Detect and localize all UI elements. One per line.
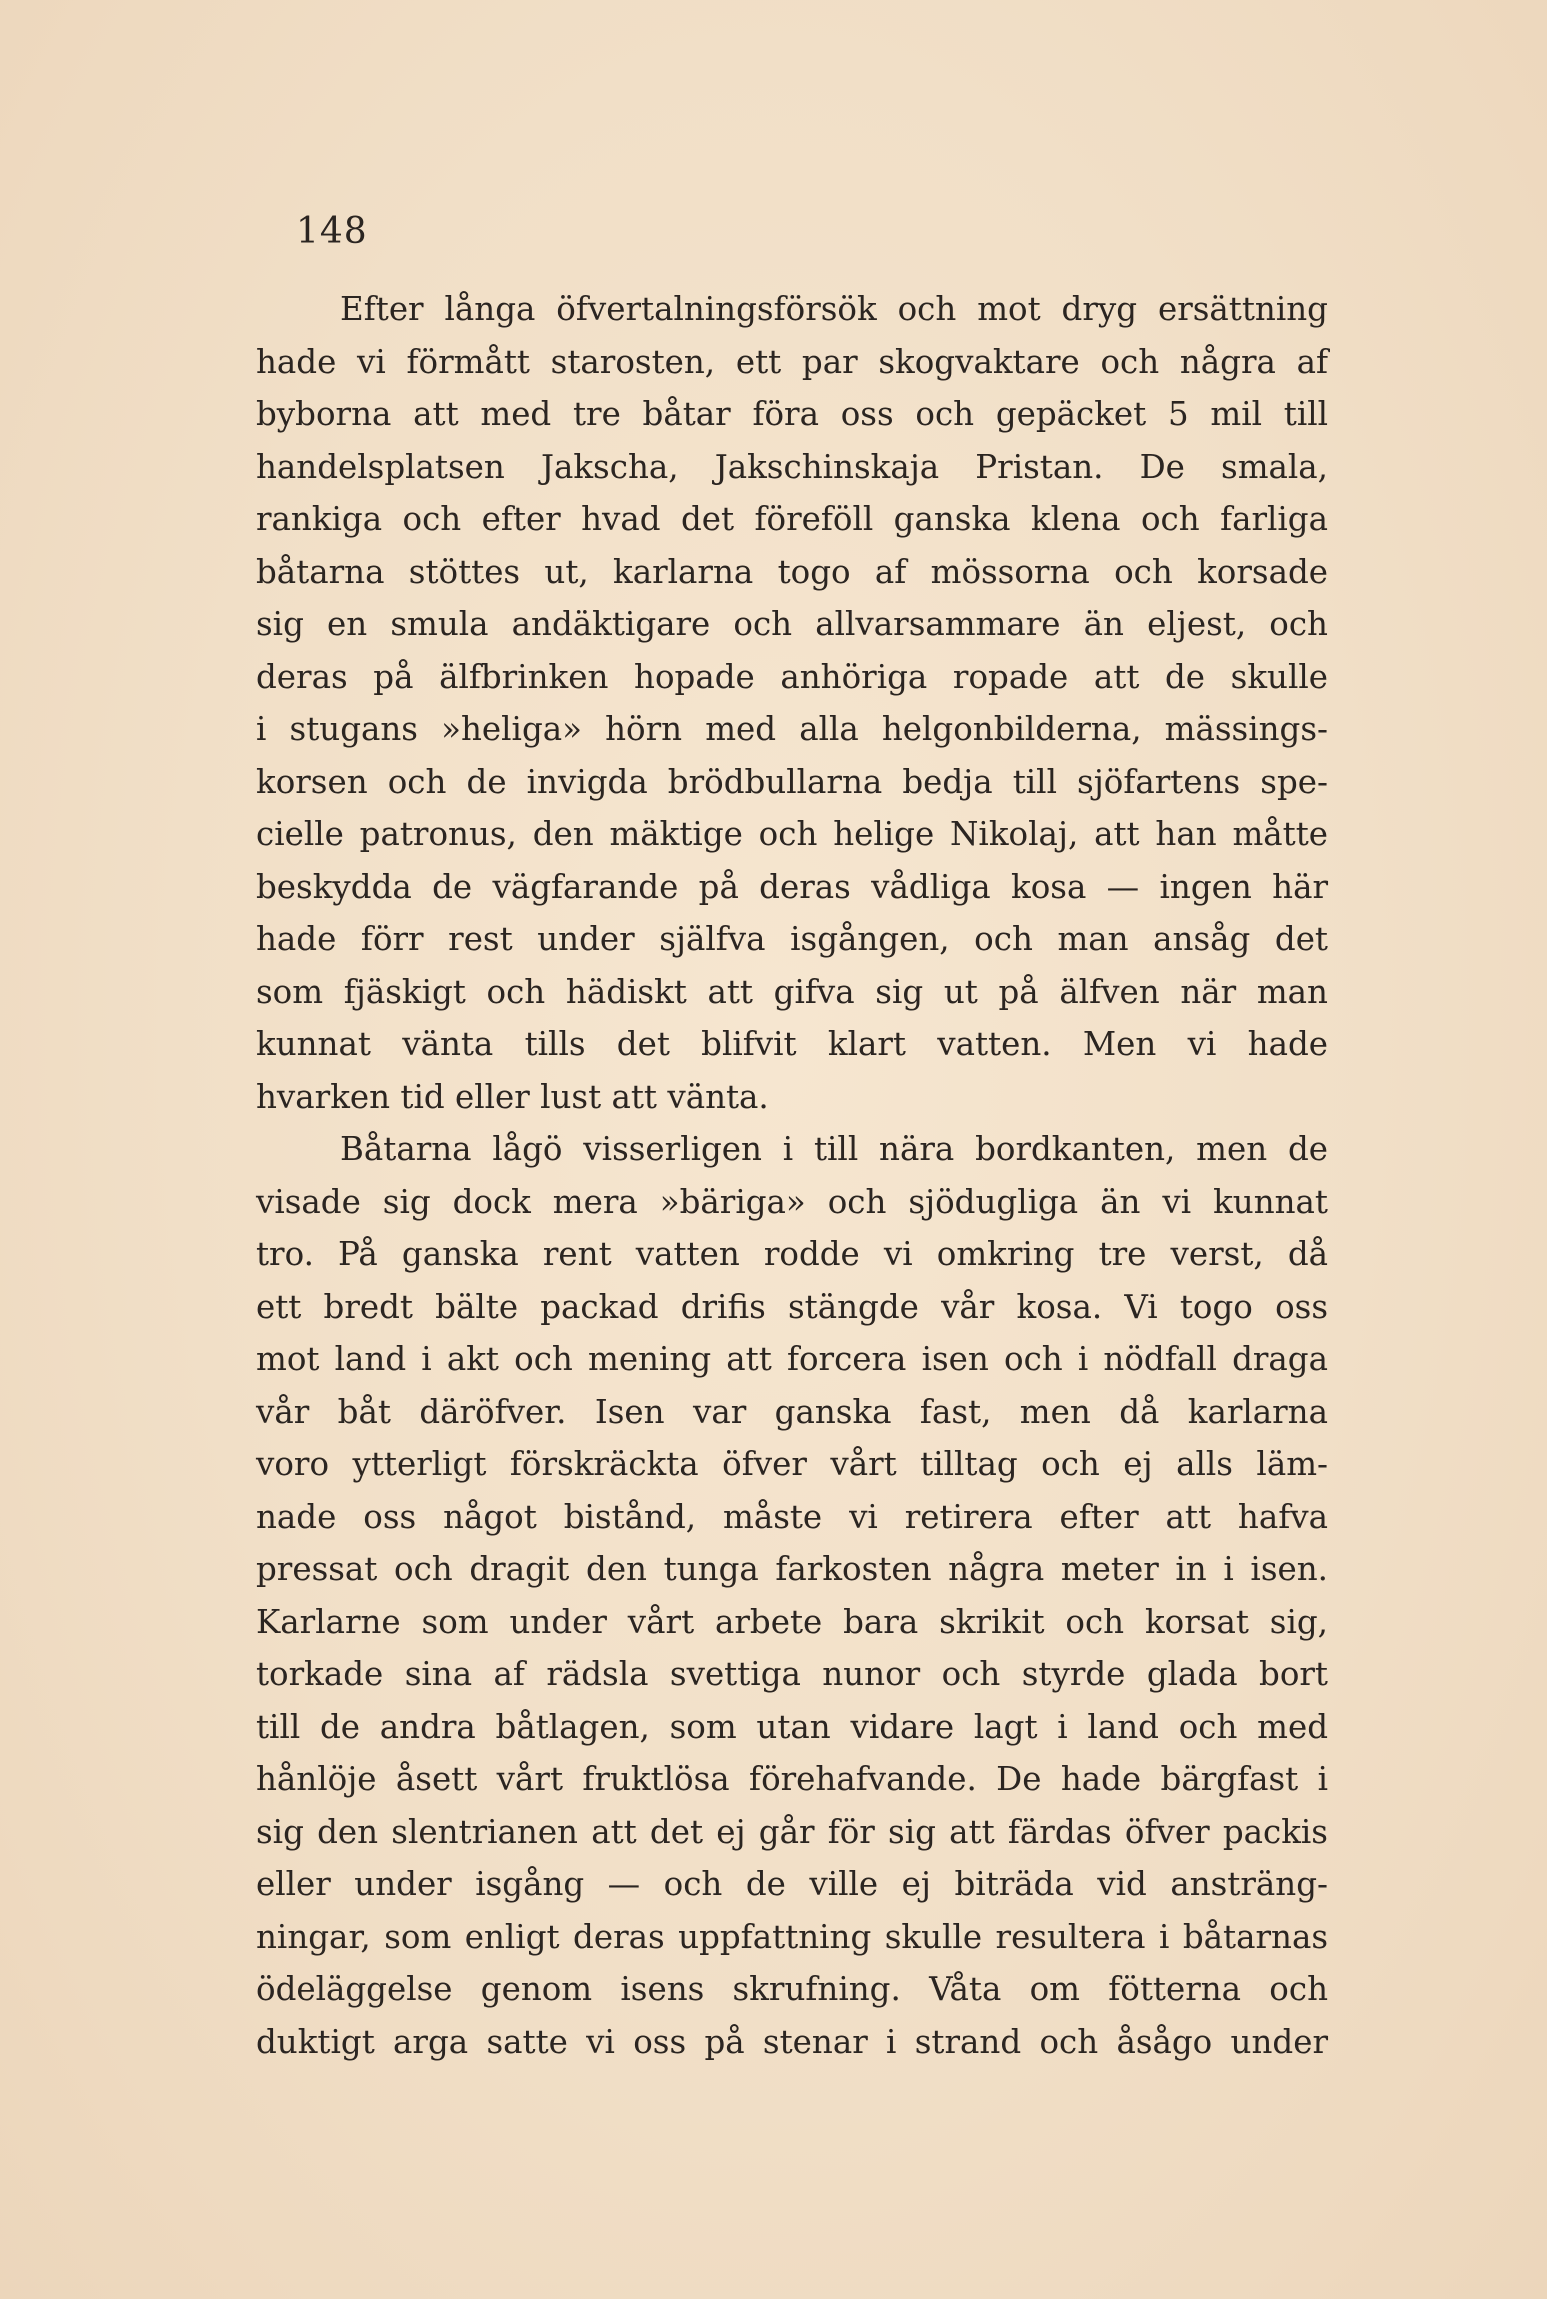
text-line: voro ytterligt förskräckta öfver vårt tilltag och ej alls läm- <box>256 1445 1328 1483</box>
text-line: hvarken tid eller lust att vänta. <box>256 1077 769 1116</box>
text-line: duktigt arga satte vi oss på stenar i strand och åsågo under <box>256 2022 1328 2061</box>
text-line: tro. På ganska rent vatten rodde vi omkring tre verst, då <box>256 1235 1328 1273</box>
text-line: som fjäskigt och hädiskt att gifva sig ut på älfven när man <box>256 972 1328 1011</box>
text-line: hånlöje åsett vårt fruktlösa förehafvande. De hade bärgfast i <box>256 1760 1328 1798</box>
text-line: Båtarna lågö visserligen i till nära bordkanten, men de <box>340 1130 1328 1168</box>
text-line: i stugans »heliga» hörn med alla helgonbilderna, mässings- <box>256 710 1328 748</box>
text-line: cielle patronus, den mäktige och helige Nikolaj, att han måtte <box>256 815 1328 853</box>
text-line: Karlarne som under vårt arbete bara skrikit och korsat sig, <box>256 1602 1328 1641</box>
text-line: deras på älfbrinken hopade anhöriga ropade att de skulle <box>256 657 1328 696</box>
text-line: ödeläggelse genom isens skrufning. Våta om fötterna och <box>256 1970 1328 2008</box>
text-line: pressat och dragit den tunga farkosten några meter in i isen. <box>256 1550 1328 1588</box>
text-line: handelsplatsen Jakscha, Jakschinskaja Pristan. De smala, <box>256 447 1328 486</box>
text-line: byborna att med tre båtar föra oss och gepäcket 5 mil till <box>256 395 1328 433</box>
text-line: båtarna stöttes ut, karlarna togo af mössorna och korsade <box>256 552 1328 591</box>
text-line: vår båt däröfver. Isen var ganska fast, men då karlarna <box>256 1392 1328 1431</box>
text-line: ningar, som enligt deras uppfattning skulle resultera i båtarnas <box>256 1917 1328 1956</box>
text-line: Efter långa öfvertalningsförsök och mot dryg ersättning <box>340 290 1328 328</box>
text-line: kunnat vänta tills det blifvit klart vatten. Men vi hade <box>256 1025 1328 1063</box>
text-line: visade sig dock mera »bäriga» och sjödugliga än vi kunnat <box>256 1182 1328 1221</box>
text-line: ett bredt bälte packad drifis stängde vår kosa. Vi togo oss <box>256 1287 1328 1326</box>
text-line: hade förr rest under själfva isgången, och man ansåg det <box>256 920 1328 958</box>
text-line: sig den slentrianen att det ej går för sig att färdas öfver packis <box>256 1812 1328 1851</box>
text-line: torkade sina af rädsla svettiga nunor och styrde glada bort <box>256 1655 1328 1693</box>
text-line: korsen och de invigda brödbullarna bedja till sjöfartens spe- <box>256 762 1328 801</box>
text-line: nade oss något bistånd, måste vi retirera efter att hafva <box>256 1497 1328 1536</box>
page-number: 148 <box>296 211 368 252</box>
text-line: eller under isgång — och de ville ej biträda vid ansträng- <box>256 1865 1328 1903</box>
text-line: beskydda de vägfarande på deras vådliga kosa — ingen här <box>256 867 1328 906</box>
text-line: hade vi förmått starosten, ett par skogvaktare och några af <box>256 342 1328 381</box>
text-line: till de andra båtlagen, som utan vidare lagt i land och med <box>256 1707 1328 1746</box>
text-line: sig en smula andäktigare och allvarsammare än eljest, och <box>256 605 1328 643</box>
text-line: mot land i akt och mening att forcera isen och i nödfall draga <box>256 1340 1328 1378</box>
text-line: rankiga och efter hvad det föreföll ganska klena och farliga <box>256 500 1328 538</box>
body-text <box>256 283 1328 2068</box>
